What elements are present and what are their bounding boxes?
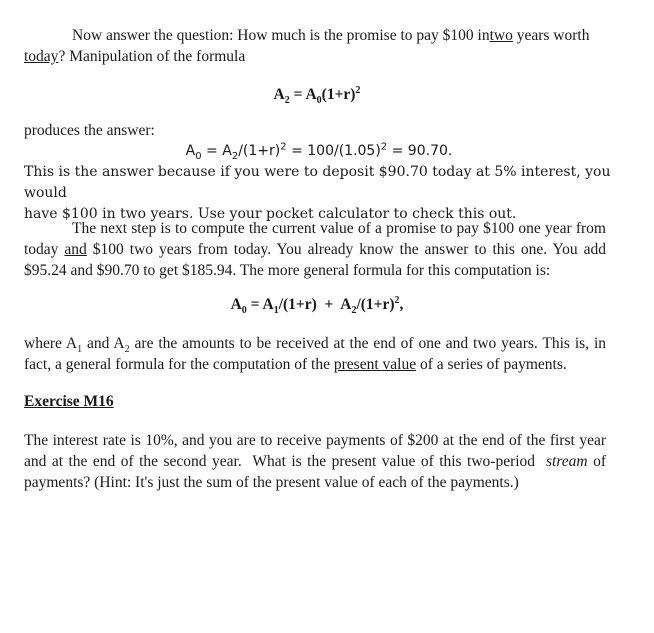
answer-line-4: have $100 in two years. Use your pocket calculator to check this out. <box>24 206 517 222</box>
produces-line: produces the answer: <box>24 122 155 139</box>
formula-compound: $A_2 = A_0(1+r)^2$ <box>273 84 361 107</box>
calculation-line: $A_0 = A_2/(1+r)^2 = 100/(1.05)^2 = 90.70$. <box>185 141 453 162</box>
answer-line-3: This is the answer because if you were to deposit $90.70 today at 5% interest, you would <box>24 164 611 201</box>
next-step-paragraph: The next step is to compute the current value of a promise to pay $100 one year from today and $100 two years from today. You already know the answer to this one. You add $95.24 and $90.70 to get $185.94. The more general formula for this computation is: <box>24 220 606 279</box>
underlined-today: today <box>24 48 59 65</box>
intro-line-2: ? Manipulation of the formula <box>58 48 246 65</box>
intro-paragraph <box>24 25 612 67</box>
intro-line-1: Now answer the question: How much is the promise to pay $100 in <box>72 27 490 44</box>
formula-present-value: $A_0 = A_1/(1+r) + A_2/(1+r)^2$, <box>230 294 404 317</box>
exercise-paragraph: The interest rate is 10%, and you are to receive payments of $200 at the end of the first year and at the end of the second year. What is the present value of this two-period stream of payments? (Hint: It's just the sum of the present value of each of the payments.) <box>24 432 610 491</box>
underlined-two: two <box>489 27 513 44</box>
underlined-and: and <box>64 241 87 258</box>
present-value-term: present value <box>333 356 417 373</box>
answer-paragraph <box>24 120 614 225</box>
general-formula-paragraph: where $A_1$ and $A_2$ are the amounts to be received at the end of one and two years. This is, in fact, a general formula for the computation of the present value of a series of payments. <box>24 335 606 373</box>
stream-term: stream <box>545 453 588 470</box>
exercise-heading: Exercise M16 <box>24 393 114 410</box>
intro-line-1-end: years worth <box>512 27 590 44</box>
